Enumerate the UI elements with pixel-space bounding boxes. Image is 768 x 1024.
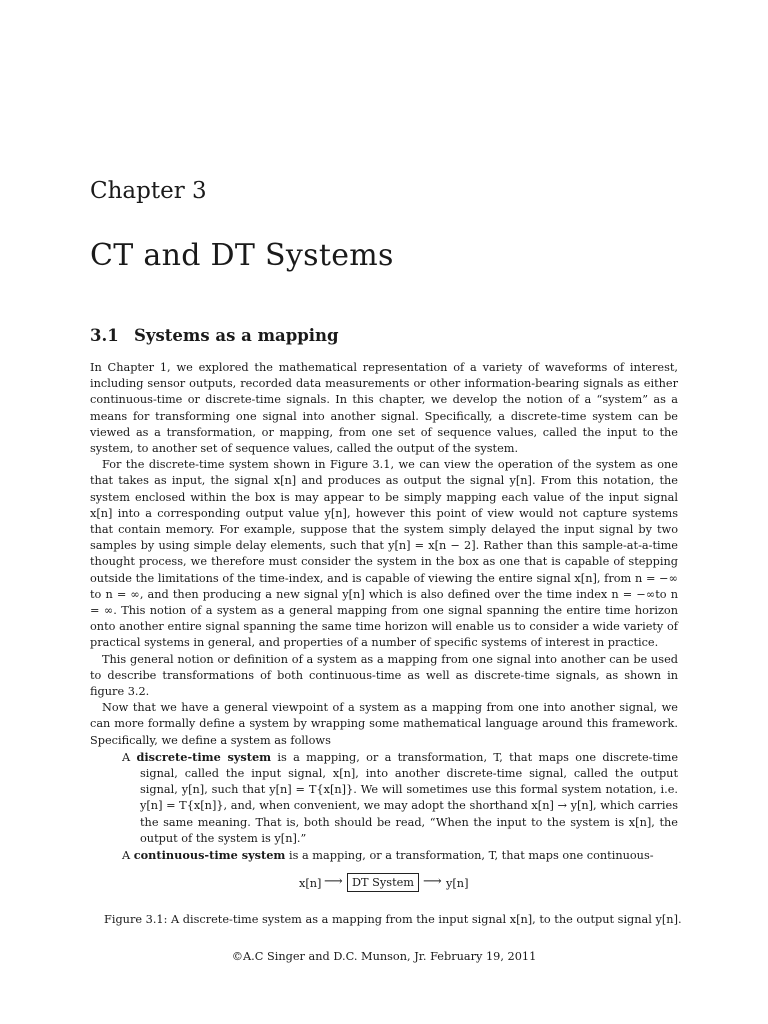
definition-term: discrete-time system (136, 749, 272, 764)
section-title: Systems as a mapping (134, 326, 339, 345)
chapter-label: Chapter 3 (90, 178, 207, 204)
paragraph: For the discrete-time system shown in Figure 3.1, we can view the operation of the system as one that takes as input, the signal x[n] and produces as output the signal y[n]. From this notation, the system enclosed within the box is may appear to be simply mapping each value of the input signal x[n] into a corresponding output value y[n], however this point of view would not capture systems that contain memory. For example, suppose that the system simply delayed the input signal by two samples by using simple delay elements, such that y[n] = x[n − 2]. Rather than this sample-at-a-time thought process, we therefore must consider the system in the box as one that is capable of stepping outside the limitations of the time-index, and is capable of viewing the entire signal x[n], from n = −∞ to n = ∞, and then producing a new signal y[n] which is also defined over the time index n = −∞to n = ∞. This notion of a system as a general mapping from one signal spanning the entire time horizon onto another entire signal spanning the same time horizon will enable us to consider a wide variety of practical systems in general, and properties of a number of specific systems of interest in practice. (90, 458, 678, 650)
definition-lead: A (122, 849, 131, 863)
page-footer: ©A.C Singer and D.C. Munson, Jr. February 19, 2011 (231, 950, 537, 963)
figure-3-1 (0, 872, 768, 896)
chapter-title: CT and DT Systems (90, 238, 394, 273)
system-box: DT System (347, 873, 419, 892)
section-number: 3.1 (90, 326, 119, 345)
definition-term: continuous-time system (133, 848, 286, 863)
definition-text: is a mapping, or a transformation, T, that maps one discrete-time signal, called the input signal, x[n], into another discrete-time signal, called the output signal, y[n], such that y[n] = T{x[n]}. We will sometimes use this formal system notation, i.e. y[n] = T{x[n]}, and, when convenient, we may adopt the shorthand x[n] → y[n], which carries the same meaning. That is, both should be read, “When the input to the system is x[n], the output of the system is y[n].” (140, 750, 679, 845)
definition-continuous-time (90, 847, 678, 864)
definition-text: is a mapping, or a transformation, T, that maps one continuous- (285, 849, 654, 863)
section-heading (90, 326, 339, 345)
arrow-right-icon: ⟶ (324, 874, 343, 889)
definition-lead: A (122, 750, 131, 764)
arrow-right-icon: ⟶ (423, 874, 442, 889)
definition-discrete-time (90, 749, 678, 847)
paragraph: Now that we have a general viewpoint of a system as a mapping from one into another signal, we can more formally define a system by wrapping some mathematical language around this framework. Specifically, we define a system as follows (90, 701, 678, 747)
figure-caption: Figure 3.1: A discrete-time system as a mapping from the input signal x[n], to the output signal y[n]. (104, 913, 682, 926)
paragraph: In Chapter 1, we explored the mathematical representation of a variety of waveforms of interest, including sensor outputs, recorded data measurements or other information-bearing signals as either continuous-time or discrete-time signals. In this chapter, we develop the notion of a “system” as a means for transforming one signal into another signal. Specifically, a discrete-time system can be viewed as a transformation, or mapping, from one set of sequence values, called the input to the system, to another set of sequence values, called the output of the system. (90, 361, 678, 456)
figure-output-signal: y[n] (446, 877, 469, 890)
figure-input-signal: x[n] (299, 877, 322, 890)
paragraph: This general notion or definition of a system as a mapping from one signal into another can be used to describe transformations of both continuous-time as well as discrete-time signals, as shown in figure 3.2. (90, 652, 678, 699)
body-text (90, 360, 678, 864)
